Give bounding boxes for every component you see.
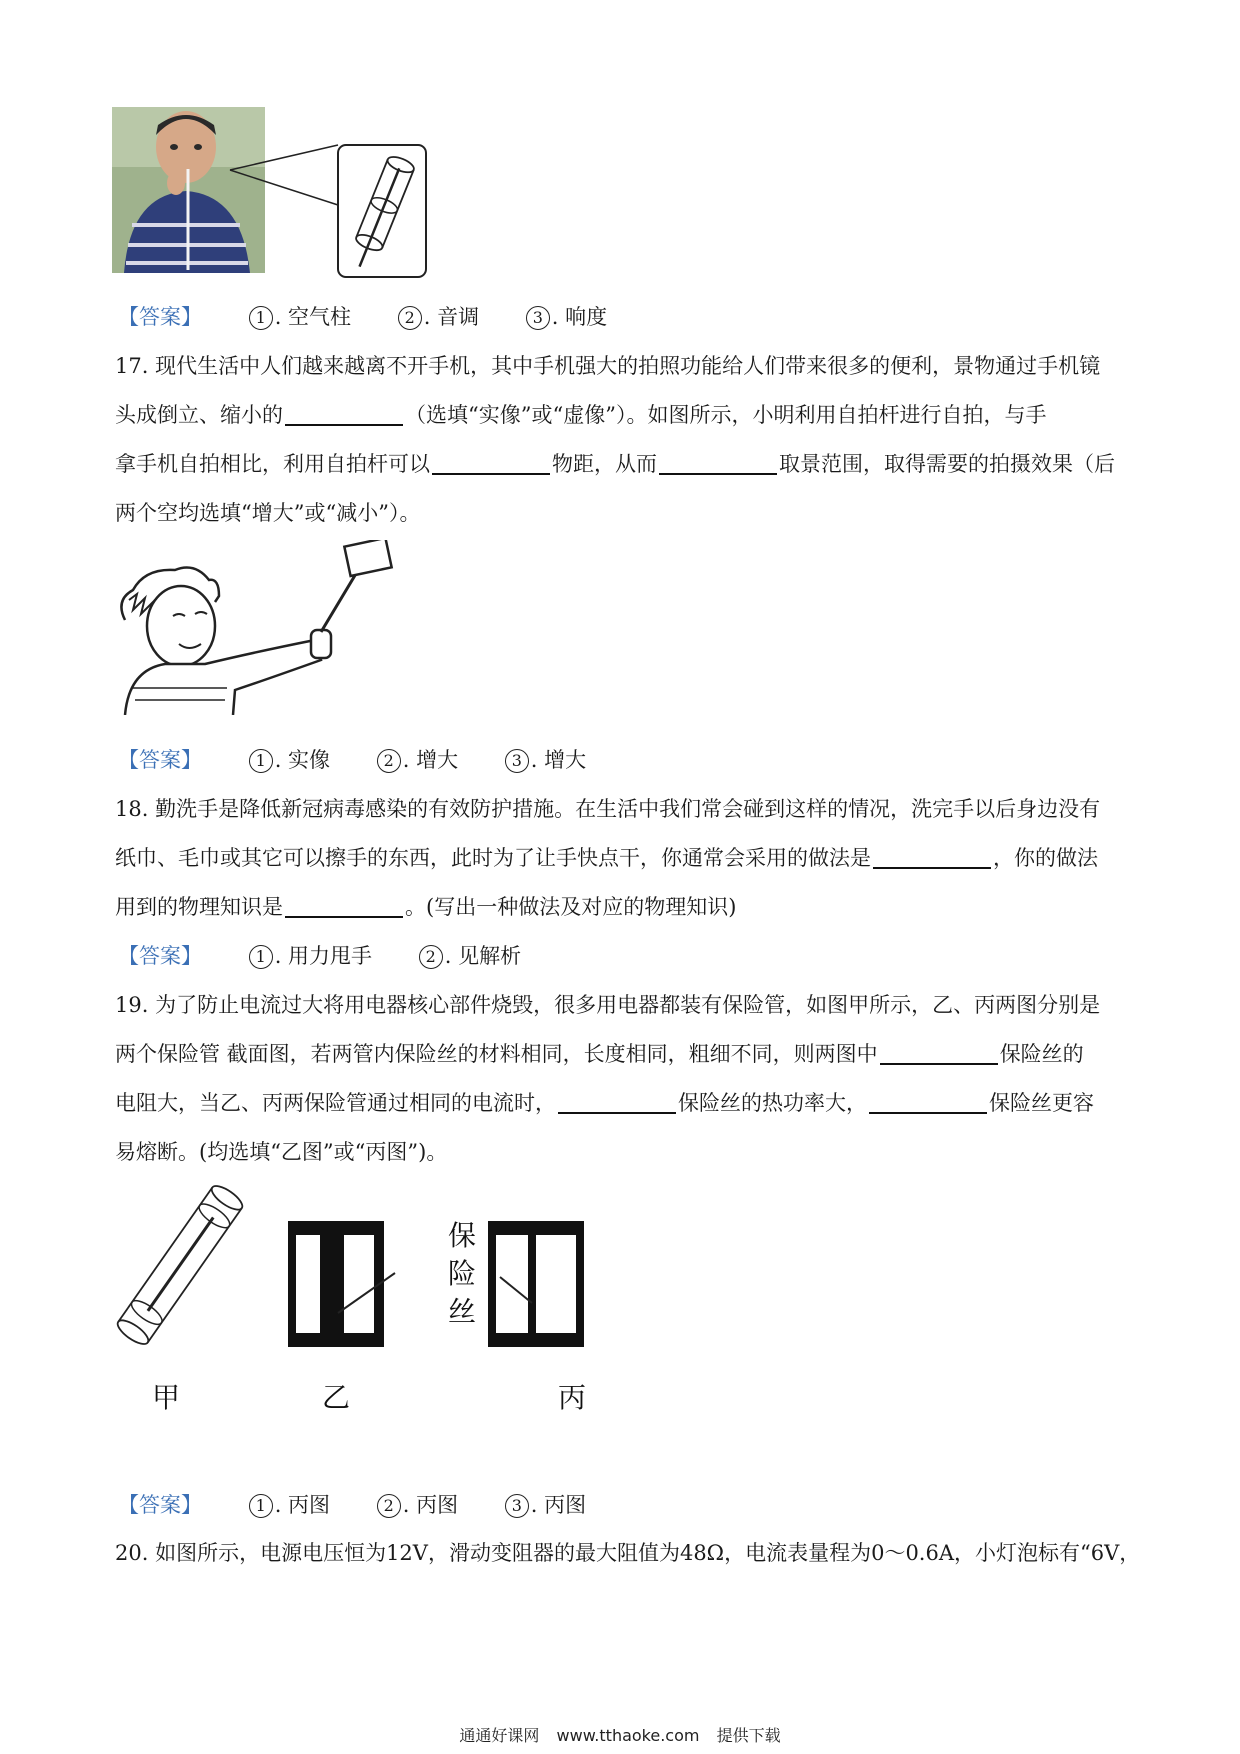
answer-item: 1 . 空气柱 [249, 305, 351, 329]
question-19-line: 两个保险管 截面图，若两管内保险丝的材料相同，长度相同，粗细不同，则两图中 保险丝的 [115, 1039, 1135, 1069]
answer-item: 3 . 响度 [526, 305, 607, 329]
answer-q16 [118, 302, 647, 332]
answer-q17 [118, 745, 626, 775]
answer-item: 1 . 用力甩手 [249, 944, 372, 968]
question-19-line: 易熔断。(均选填“乙图”或“丙图”)。 [115, 1140, 448, 1164]
answer-tag: 【答案】 [118, 1493, 202, 1517]
fill-blank [558, 1088, 676, 1114]
question-17-line: 拿手机自拍相比，利用自拍杆可以 物距，从而 取景范围，取得需要的拍摄效果（后 [115, 449, 1135, 479]
fill-blank [880, 1039, 998, 1065]
answer-q18 [118, 941, 561, 971]
boy-photo [112, 107, 265, 273]
answer-item: 2 . 丙图 [377, 1493, 458, 1517]
figure-label-jia: 甲 [151, 1381, 181, 1414]
fuse-section-yi [288, 1221, 395, 1347]
question-18-line: 纸巾、毛巾或其它可以擦手的东西，此时为了让手快点干，你通常会采用的做法是 ，你的做法 [115, 843, 1135, 873]
answer-item: 3 . 丙图 [505, 1493, 586, 1517]
figure-label-bing: 丙 [557, 1381, 587, 1414]
fill-blank [285, 892, 403, 918]
selfie-stick-figure [115, 540, 395, 715]
fuse-tube-jia [114, 1185, 246, 1348]
question-17-line: 17. 现代生活中人们越来越离不开手机，其中手机强大的拍照功能给人们带来很多的便利，景物通过手机镜 [115, 354, 1101, 378]
fuse-label: 保 [447, 1219, 477, 1252]
answer-item: 2 . 增大 [377, 748, 458, 772]
question-18-line: 18. 勤洗手是降低新冠病毒感染的有效防护措施。在生活中我们常会碰到这样的情况，洗完手以后身边没有 [115, 797, 1101, 821]
fill-blank [873, 843, 991, 869]
fuse-label: 险 [447, 1257, 477, 1290]
fill-blank [285, 400, 403, 426]
answer-tag: 【答案】 [118, 305, 202, 329]
footer-site: 通通好课网 [459, 1726, 540, 1745]
question-19-line: 19. 为了防止电流过大将用电器核心部件烧毁，很多用电器都装有保险管，如图甲所示，乙、丙两图分别是 [115, 993, 1101, 1017]
answer-tag: 【答案】 [118, 748, 202, 772]
page-footer [0, 1723, 1240, 1746]
question-20-line: 20. 如图所示，电源电压恒为12V，滑动变阻器的最大阻值为48Ω，电流表量程为0～0.6A，小灯泡标有“6V， [115, 1541, 1141, 1565]
footer-note: 提供下载 [716, 1726, 781, 1745]
fill-blank [659, 449, 777, 475]
fuse-section-bing [488, 1221, 584, 1347]
answer-item: 2 . 音调 [398, 305, 479, 329]
question-17-line: 头成倒立、缩小的 （选填“实像”或“虚像”）。如图所示，小明利用自拍杆进行自拍，与手 [115, 400, 1135, 430]
answer-item: 2 . 见解析 [419, 944, 521, 968]
straw-whistle-figure [110, 105, 440, 285]
answer-tag: 【答案】 [118, 944, 202, 968]
question-19-line: 电阻大，当乙、丙两保险管通过相同的电流时， 保险丝的热功率大， 保险丝更容 [115, 1088, 1135, 1118]
answer-item: 1 . 丙图 [249, 1493, 330, 1517]
fuse-figure [110, 1185, 630, 1420]
answer-item: 1 . 实像 [249, 748, 330, 772]
question-17-line: 两个空均选填“增大”或“减小”）。 [115, 501, 421, 525]
fuse-label: 丝 [447, 1295, 477, 1328]
footer-url[interactable]: www.tthaoke.com [556, 1726, 700, 1745]
fill-blank [869, 1088, 987, 1114]
figure-label-yi: 乙 [321, 1381, 351, 1414]
fill-blank [432, 449, 550, 475]
answer-q19 [118, 1490, 626, 1520]
answer-item: 3 . 增大 [505, 748, 586, 772]
question-18-line: 用到的物理知识是 。(写出一种做法及对应的物理知识) [115, 892, 1135, 922]
